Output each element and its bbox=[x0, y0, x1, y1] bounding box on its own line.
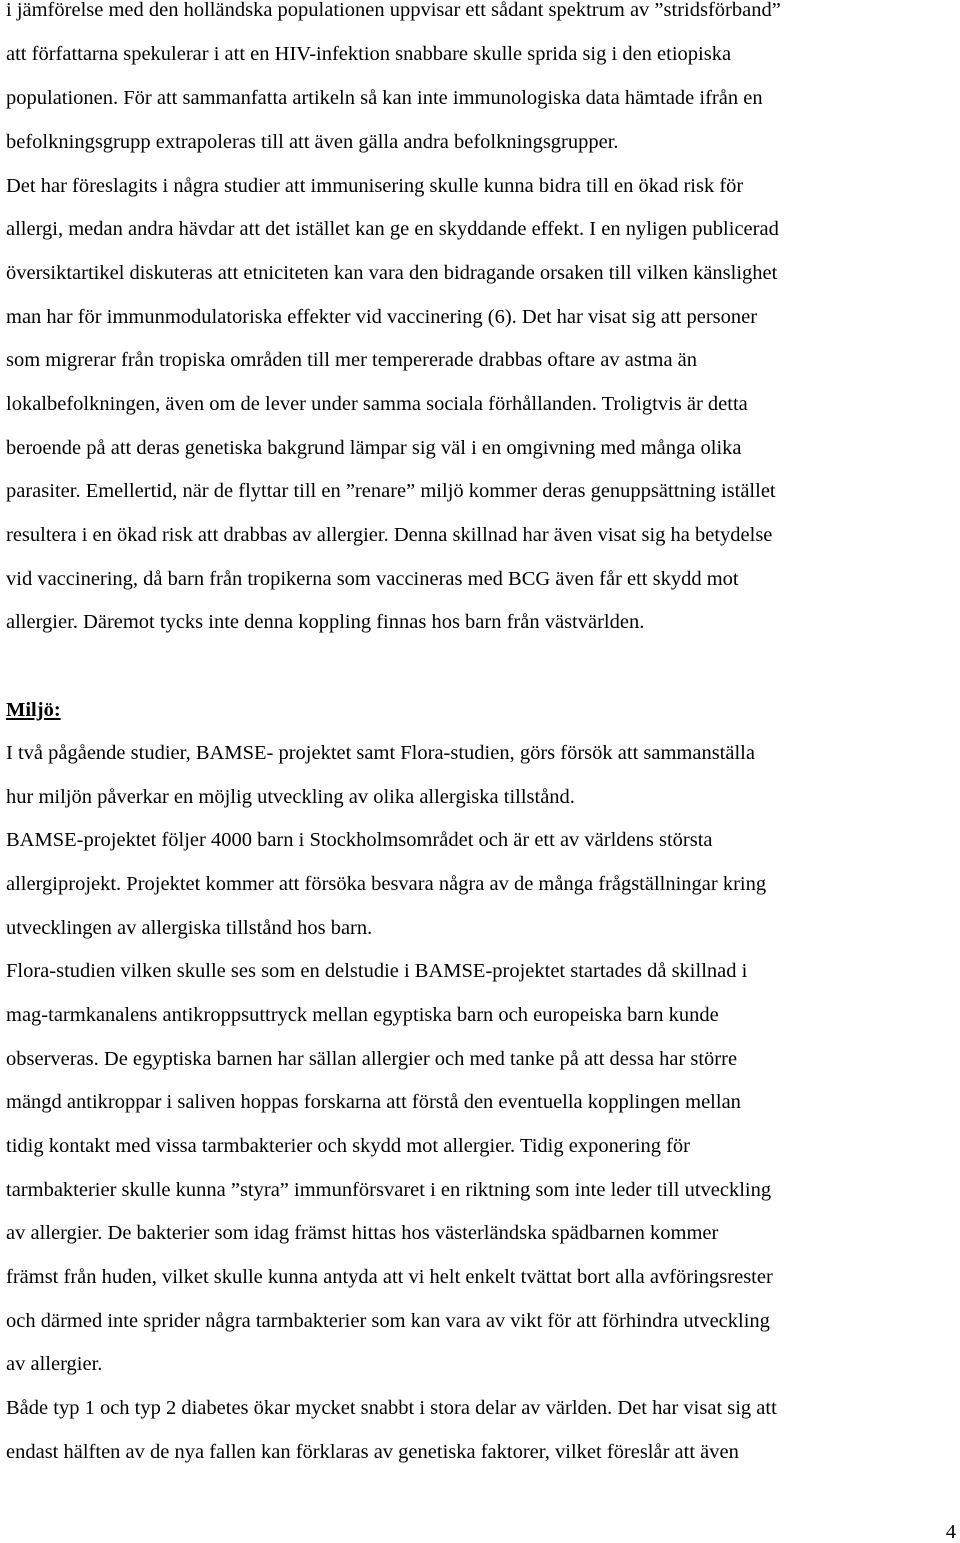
text-line: man har för immunmodulatoriska effekter vid vaccinering (6). Det har visat sig att personer bbox=[6, 306, 758, 328]
text-line: mag-tarmkanalens antikroppsuttryck mellan egyptiska barn och europeiska barn kunde bbox=[6, 1004, 719, 1026]
text-line: och därmed inte sprider några tarmbakterier som kan vara av vikt för att förhindra utveckling bbox=[6, 1310, 770, 1332]
text-line: BAMSE-projektet följer 4000 barn i Stockholmsområdet och är ett av världens största bbox=[6, 829, 713, 851]
text-line: översiktartikel diskuteras att etniciteten kan vara den bidragande orsaken till vilken känslighet bbox=[6, 262, 778, 284]
text-line: befolkningsgrupp extrapoleras till att även gälla andra befolkningsgrupper. bbox=[6, 131, 619, 153]
text-line: vid vaccinering, då barn från tropikerna som vaccineras med BCG även får ett skydd mot bbox=[6, 568, 739, 590]
text-line: främst från huden, vilket skulle kunna antyda att vi helt enkelt tvättat bort alla avföringsrester bbox=[6, 1266, 773, 1288]
text-line: parasiter. Emellertid, när de flyttar till en ”renare” miljö kommer deras genuppsättning istället bbox=[6, 480, 776, 502]
text-line: av allergier. bbox=[6, 1353, 103, 1375]
text-line: I två pågående studier, BAMSE- projektet samt Flora-studien, görs försök att sammanställa bbox=[6, 742, 755, 764]
text-line: populationen. För att sammanfatta artikeln så kan inte immunologiska data hämtade ifrån en bbox=[6, 87, 763, 109]
page-number: 4 bbox=[945, 1521, 956, 1543]
text-line: tarmbakterier skulle kunna ”styra” immunförsvaret i en riktning som inte leder till utveckling bbox=[6, 1179, 772, 1201]
text-line: utvecklingen av allergiska tillstånd hos barn. bbox=[6, 917, 373, 939]
text-line: lokalbefolkningen, även om de lever under samma sociala förhållanden. Troligtvis är detta bbox=[6, 393, 748, 415]
text-line: resultera i en ökad risk att drabbas av allergier. Denna skillnad har även visat sig ha betydelse bbox=[6, 524, 773, 546]
text-line: som migrerar från tropiska områden till mer tempererade drabbas oftare av astma än bbox=[6, 349, 698, 371]
text-line: Flora-studien vilken skulle ses som en delstudie i BAMSE-projektet startades då skillnad i bbox=[6, 960, 748, 982]
text-line: observeras. De egyptiska barnen har sällan allergier och med tanke på att dessa har större bbox=[6, 1048, 738, 1070]
text-line: beroende på att deras genetiska bakgrund lämpar sig väl i en omgivning med många olika bbox=[6, 437, 742, 459]
text-line: allergi, medan andra hävdar att det istället kan ge en skyddande effekt. I en nyligen publicerad bbox=[6, 218, 779, 240]
text-line: av allergier. De bakterier som idag främst hittas hos västerländska spädbarnen kommer bbox=[6, 1222, 719, 1244]
text-line: endast hälften av de nya fallen kan förklaras av genetiska faktorer, vilket föreslår att även bbox=[6, 1441, 739, 1463]
text-line: Både typ 1 och typ 2 diabetes ökar mycket snabbt i stora delar av världen. Det har visat sig att bbox=[6, 1397, 777, 1419]
text-line: mängd antikroppar i saliven hoppas forskarna att förstå den eventuella kopplingen mellan bbox=[6, 1091, 741, 1113]
text-line: allergier. Däremot tycks inte denna koppling finnas hos barn från västvärlden. bbox=[6, 611, 645, 633]
text-line: hur miljön påverkar en möjlig utveckling av olika allergiska tillstånd. bbox=[6, 786, 575, 808]
text-line: i jämförelse med den holländska populationen uppvisar ett sådant spektrum av ”stridsförband” bbox=[6, 0, 781, 21]
section-heading: Miljö: bbox=[6, 699, 61, 721]
text-line: tidig kontakt med vissa tarmbakterier och skydd mot allergier. Tidig exponering för bbox=[6, 1135, 690, 1157]
text-line: att författarna spekulerar i att en HIV-infektion snabbare skulle sprida sig i den etiopiska bbox=[6, 43, 732, 65]
text-line: allergiprojekt. Projektet kommer att försöka besvara några av de många frågställningar kring bbox=[6, 873, 767, 895]
text-line: Det har föreslagits i några studier att immunisering skulle kunna bidra till en ökad risk för bbox=[6, 175, 744, 197]
